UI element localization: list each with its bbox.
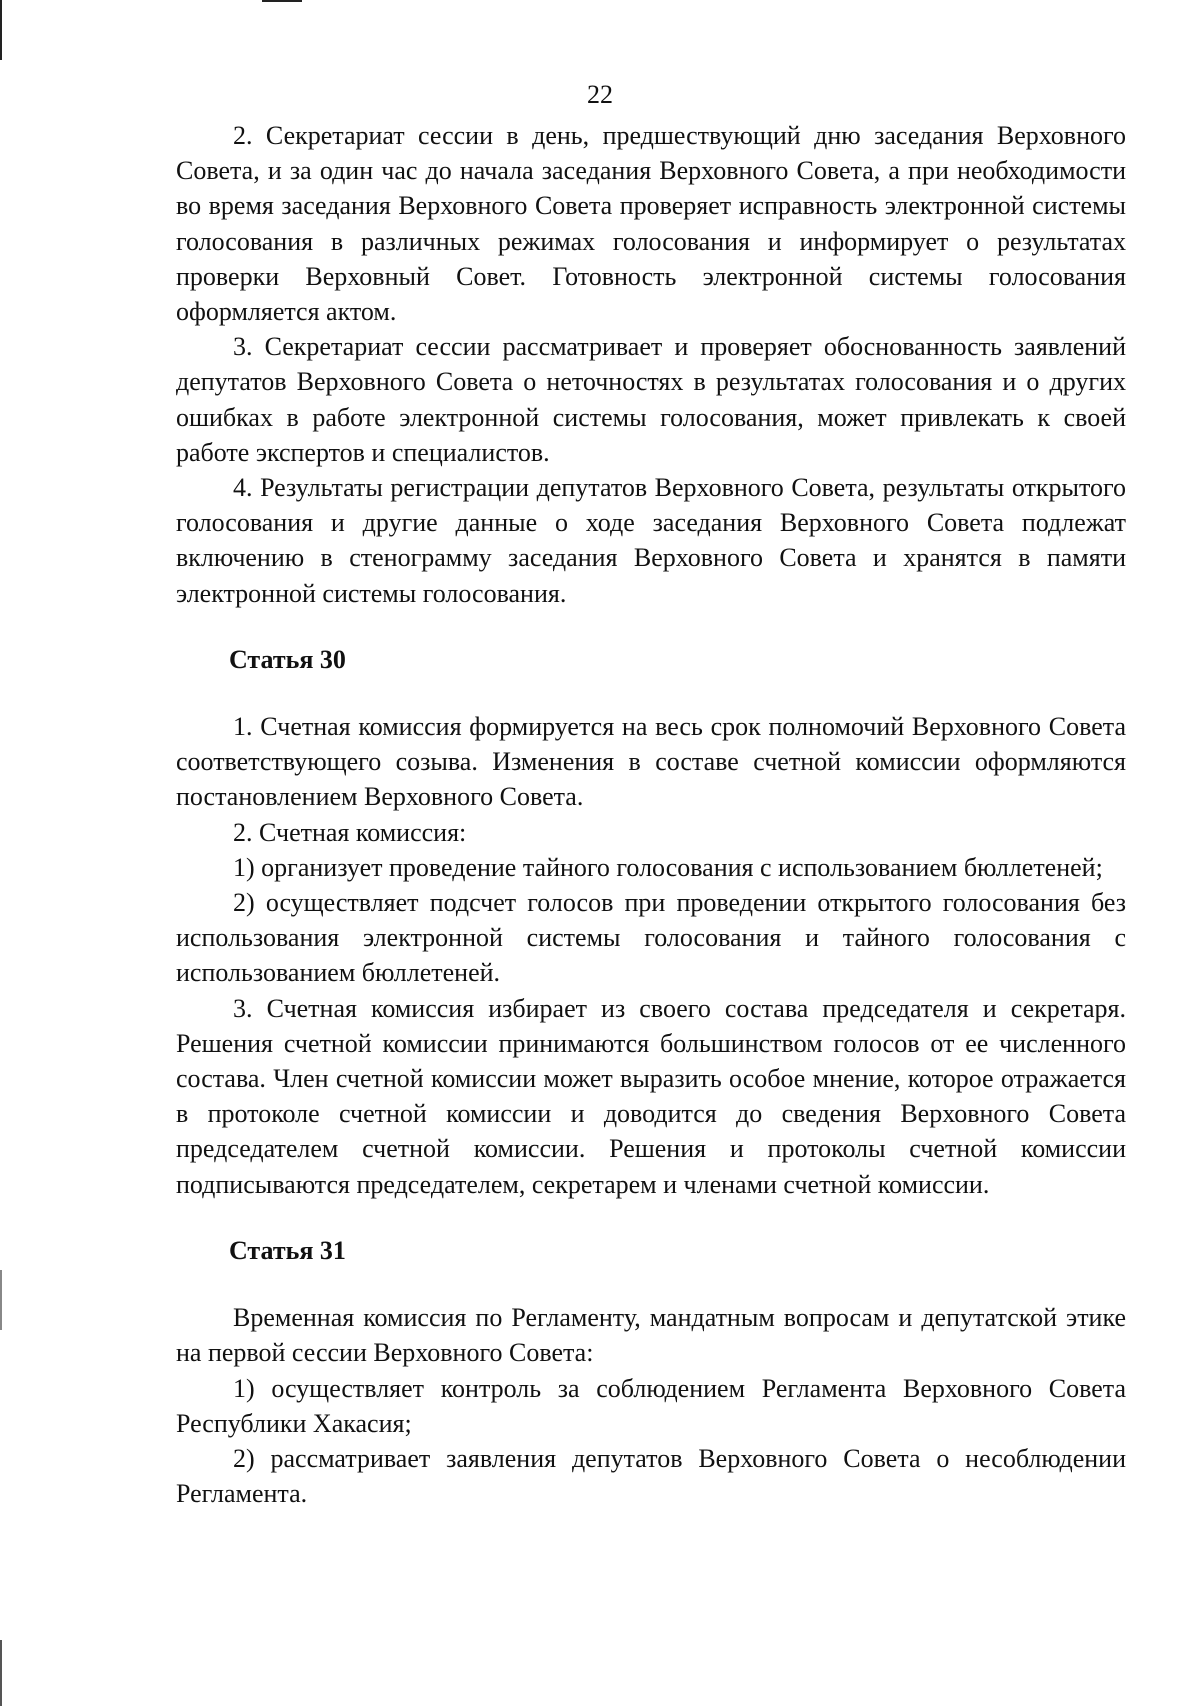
paragraph: 4. Результаты регистрации депутатов Верховного Совета, результаты открытого голосования и другие данные о ходе заседания Верховного Совета подлежат включению в стенограмму заседания Верховного Совета и хранятся в памяти электронной системы голосования. (176, 473, 1126, 608)
article-title: Статья 30 (229, 644, 346, 674)
scan-edge-mark (0, 0, 2, 60)
spacer (176, 1202, 1126, 1233)
article-title: Статья 31 (229, 1235, 346, 1265)
scan-edge-mark-lower (0, 1270, 2, 1330)
paragraph: 2) осуществляет подсчет голосов при проведении открытого голосования без использования электронной системы голосования и тайного голосования с использованием бюллетеней. (176, 888, 1126, 988)
document-body (176, 118, 1126, 1511)
scan-edge-mark-bottom (0, 1640, 2, 1706)
scan-top-mark (262, 0, 302, 2)
paragraph: Временная комиссия по Регламенту, мандатным вопросам и депутатской этике на первой сессии Верховного Совета: (176, 1303, 1126, 1368)
paragraph: 1. Счетная комиссия формируется на весь срок полномочий Верховного Совета соответствующего созыва. Изменения в составе счетной комиссии оформляются постановлением Верховного Совета. (176, 712, 1126, 812)
spacer (176, 1268, 1126, 1300)
page-number: 22 (587, 80, 613, 109)
spacer (176, 677, 1126, 709)
spacer (176, 611, 1126, 642)
paragraph: 3. Счетная комиссия избирает из своего состава председателя и секретаря. Решения счетной комиссии принимаются большинством голосов от ее численного состава. Член счетной комиссии может выразить особое мнение, которое отражается в протоколе счетной комиссии и доводится до сведения Верховного Совета председателем счетной комиссии. Решения и протоколы счетной комиссии подписываются председателем, секретарем и членами счетной комиссии. (176, 993, 1126, 1199)
paragraph: 2. Счетная комиссия: (233, 817, 467, 847)
paragraph: 1) осуществляет контроль за соблюдением Регламента Верховного Совета Республики Хакасия; (176, 1373, 1126, 1438)
paragraph: 2) рассматривает заявления депутатов Верховного Совета о несоблюдении Регламента. (176, 1443, 1126, 1509)
paragraph: 2. Секретариат сессии в день, предшествующий дню заседания Верховного Совета, и за один час до начала заседания Верховного Совета, а при необходимости во время заседания Верховного Совета проверяет исправность электронной системы голосования в различных режимах голосования и информирует о результатах проверки Верховный Совет. Готовность электронной системы голосования оформляется актом. (176, 121, 1126, 327)
paragraph: 1) организует проведение тайного голосования с использованием бюллетеней; (233, 852, 1103, 882)
paragraph: 3. Секретариат сессии рассматривает и проверяет обоснованность заявлений депутатов Верховного Совета о неточностях в результатах голосования и о других ошибках в работе электронной системы голосования, может привлекать к своей работе экспертов и специалистов. (176, 332, 1126, 467)
